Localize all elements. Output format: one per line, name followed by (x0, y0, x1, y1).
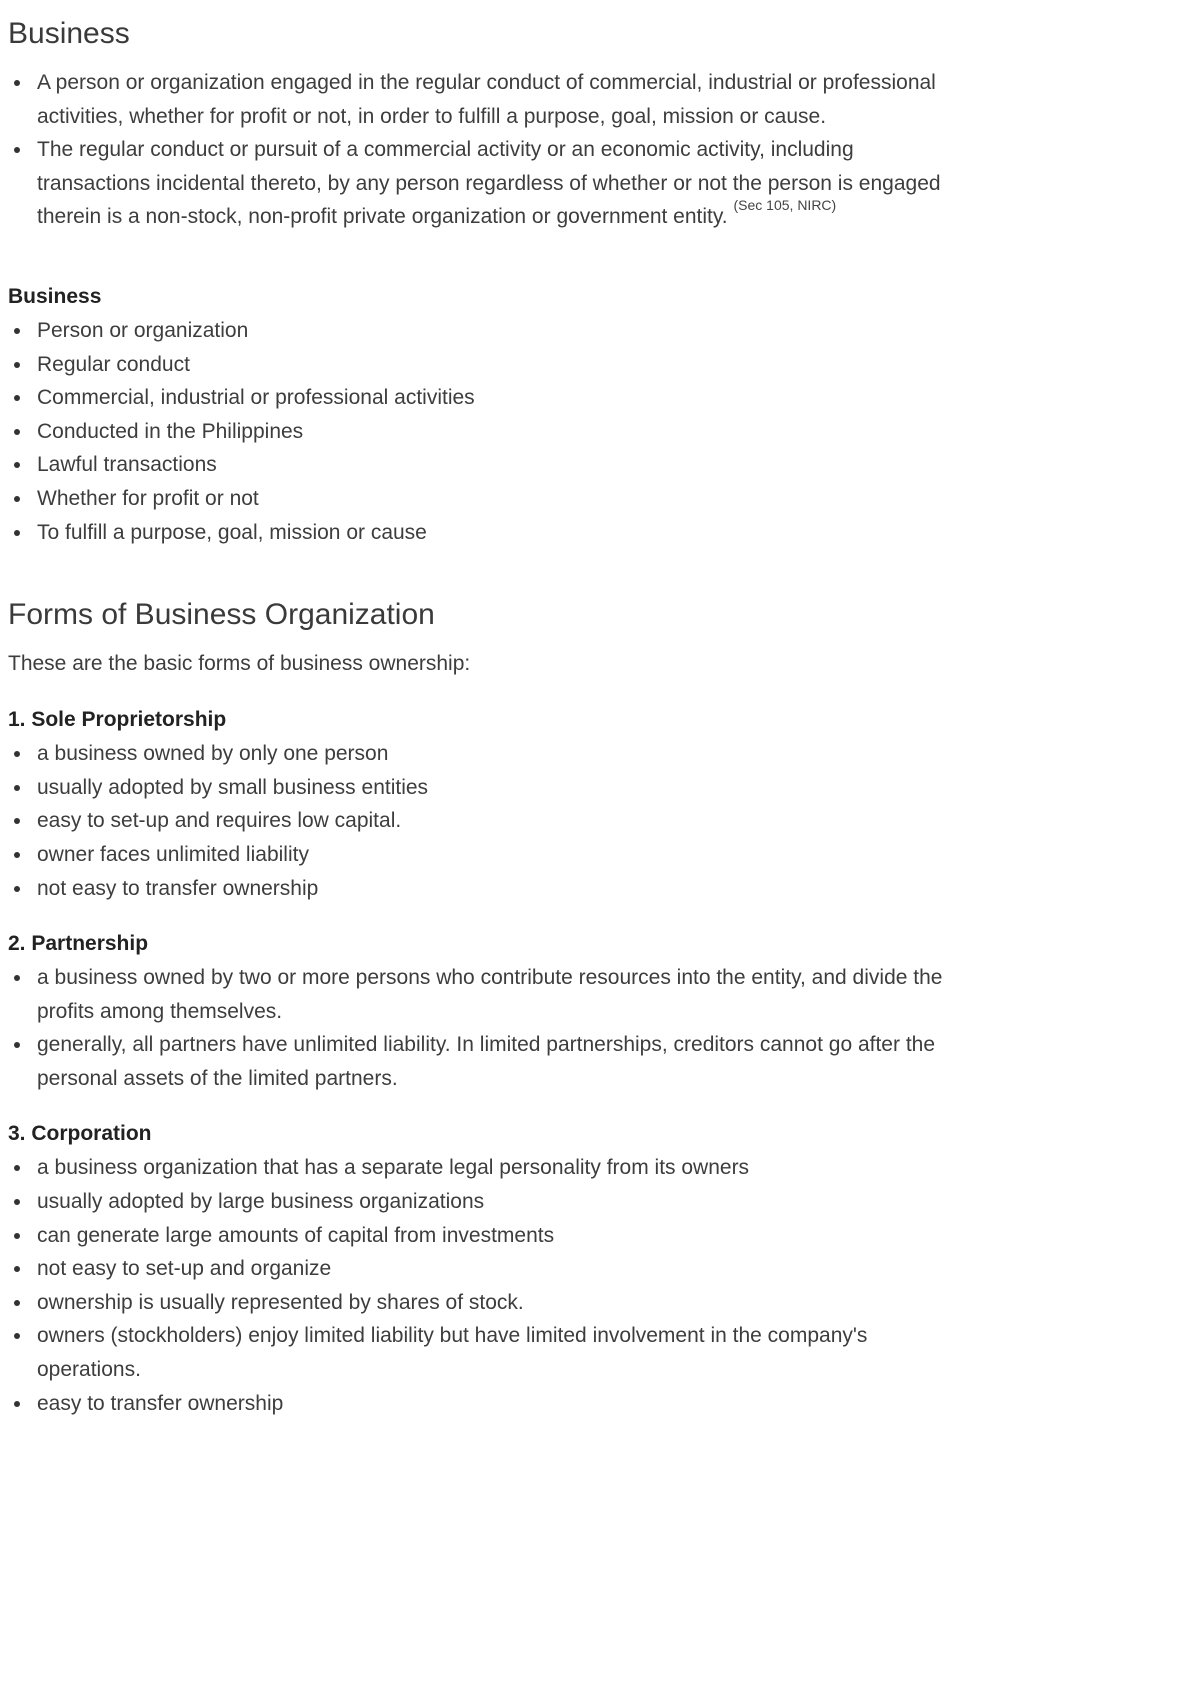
list-item: Person or organization (8, 314, 1008, 348)
list-item: Regular conduct (8, 348, 1008, 382)
corporation-list (8, 1151, 968, 1420)
list-item: usually adopted by small business entities (8, 771, 968, 805)
list-item: a business owned by two or more persons who contribute resources into the entity, and divide the profits among themselves. (8, 961, 968, 1028)
citation: (Sec 105, NIRC) (733, 197, 837, 214)
partnership-list (8, 961, 968, 1095)
business-elements-list (8, 314, 1008, 549)
definition-text: The regular conduct or pursuit of a commercial activity or an economic activity, including transactions incidental thereto, by any person regardless of whether or not the person is engaged therein is a non-stock, non-profit private organization or government entity. (37, 138, 941, 229)
forms-intro: These are the basic forms of business ownership: (8, 652, 471, 676)
list-item: a business organization that has a separate legal personality from its owners (8, 1151, 968, 1185)
list-item: Lawful transactions (8, 448, 1008, 482)
list-item: easy to transfer ownership (8, 1387, 968, 1421)
list-item: Whether for profit or not (8, 482, 1008, 516)
list-item: Commercial, industrial or professional activities (8, 381, 1008, 415)
list-item: easy to set-up and requires low capital. (8, 804, 968, 838)
sole-proprietorship-list (8, 737, 968, 905)
business-elements-heading: Business (8, 284, 102, 308)
list-item: usually adopted by large business organizations (8, 1185, 968, 1219)
definition-item: A person or organization engaged in the regular conduct of commercial, industrial or professional activities, whether for profit or not, in order to fulfill a purpose, goal, mission or cause. (8, 66, 968, 133)
forms-heading: Forms of Business Organization (8, 598, 435, 632)
list-item: Conducted in the Philippines (8, 415, 1008, 449)
business-heading: Business (8, 17, 130, 50)
definition-item (8, 133, 968, 234)
list-item: not easy to transfer ownership (8, 872, 968, 906)
list-item: owner faces unlimited liability (8, 838, 968, 872)
partnership-heading: 2. Partnership (8, 932, 149, 956)
list-item: a business owned by only one person (8, 737, 968, 771)
sole-proprietorship-heading: 1. Sole Proprietorship (8, 708, 227, 732)
business-definition-list (8, 66, 968, 234)
corporation-heading: 3. Corporation (8, 1122, 152, 1146)
list-item: generally, all partners have unlimited liability. In limited partnerships, creditors cannot go after the personal assets of the limited partners. (8, 1028, 968, 1095)
list-item: can generate large amounts of capital from investments (8, 1219, 968, 1253)
list-item: To fulfill a purpose, goal, mission or cause (8, 516, 1008, 550)
list-item: owners (stockholders) enjoy limited liability but have limited involvement in the company's operations. (8, 1319, 968, 1386)
list-item: not easy to set-up and organize (8, 1252, 968, 1286)
list-item: ownership is usually represented by shares of stock. (8, 1286, 968, 1320)
